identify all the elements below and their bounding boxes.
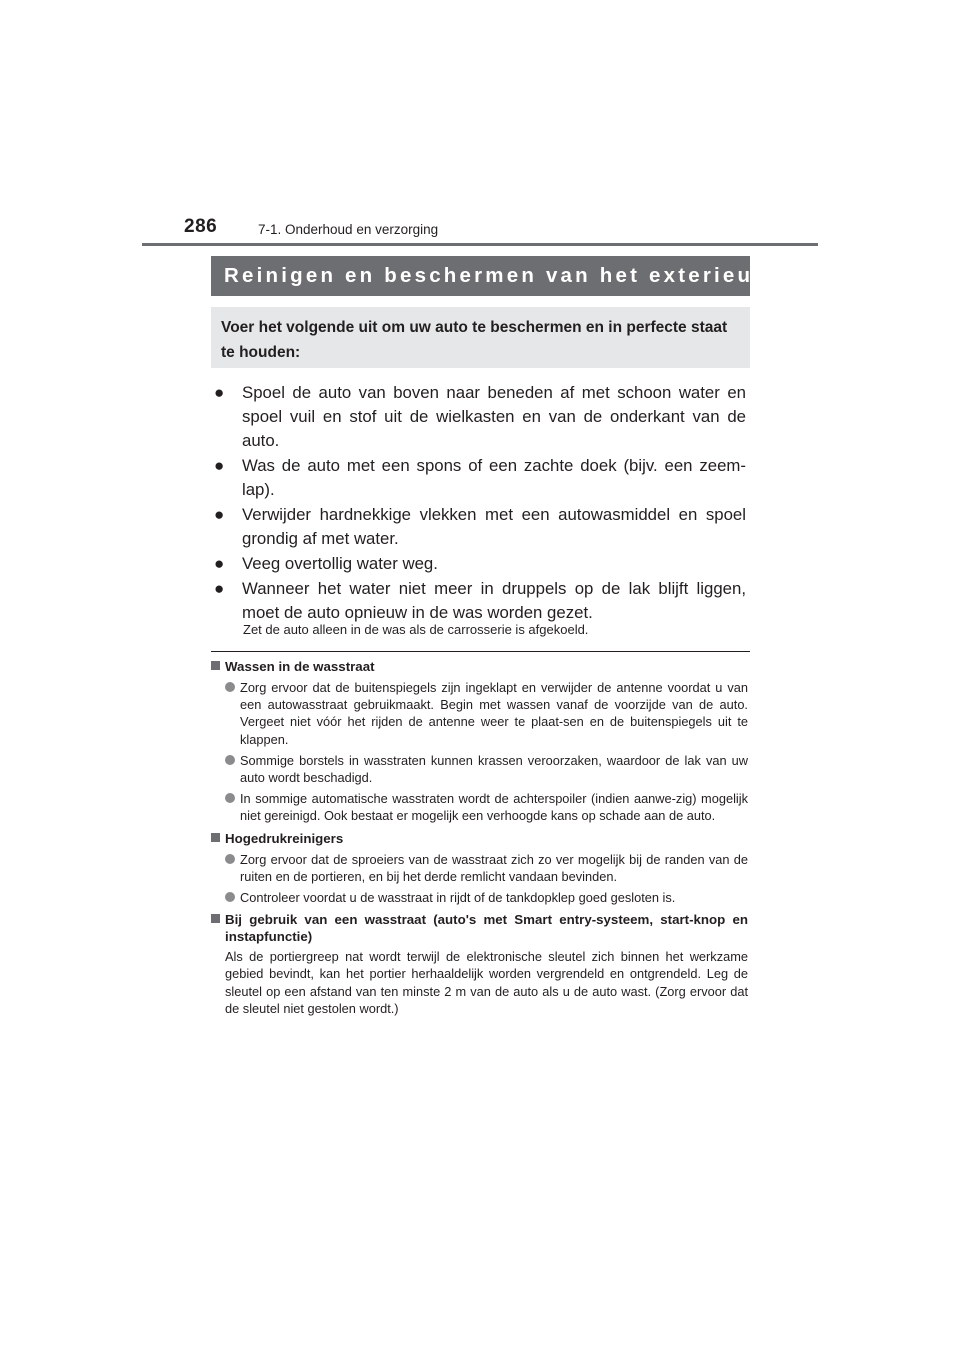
note-heading-pressure xyxy=(211,830,748,847)
note-item-text: Zorg ervoor dat de buitenspiegels zijn ingeklapt en verwijder de antenne voordat u van een autowasstraat gebruikmaakt. Begin met wassen vanaf de voorzijde van de auto. Vergeet niet vóór het rijden de antenne weer te plaat-sen en de buitenspiegels uit te klappen. xyxy=(240,680,748,747)
note-item xyxy=(211,889,748,906)
list-item xyxy=(211,454,746,502)
dot-bullet-icon xyxy=(225,755,235,765)
bullet-icon: ● xyxy=(214,455,225,475)
bullet-icon: ● xyxy=(214,383,225,402)
note-item xyxy=(211,679,748,748)
dot-bullet-icon xyxy=(225,682,235,692)
list-item-text: Verwijder hardnekkige vlekken met een autowasmiddel en spoel grondig af met water. xyxy=(242,504,746,548)
square-bullet-icon xyxy=(211,914,220,923)
note-item-text: Controleer voordat u de wasstraat in rijdt of de tankdopklep goed gesloten is. xyxy=(240,890,676,906)
list-item xyxy=(211,381,746,452)
square-bullet-icon xyxy=(211,661,220,670)
note-item-text: Sommige borstels in wasstraten kunnen krassen veroorzaken, waardoor de lak van uw auto wordt beschadigd. xyxy=(240,752,748,786)
square-bullet-icon xyxy=(211,833,220,842)
note-heading-smart-entry xyxy=(211,911,748,945)
list-item-text: Veeg overtollig water weg. xyxy=(242,554,438,574)
list-item xyxy=(211,503,746,551)
list-item-text: Wanneer het water niet meer in druppels op de lak blijft liggen, moet de auto opnieuw in de was worden gezet. xyxy=(242,579,746,623)
section-title-bar: Reinigen en beschermen van het exterieur xyxy=(211,256,750,296)
bullet-icon: ● xyxy=(214,504,225,524)
note-item xyxy=(211,752,748,786)
note-heading-text: Wassen in de wasstraat xyxy=(225,659,375,674)
intro-box xyxy=(211,307,750,368)
note-item-text: In sommige automatische wasstraten wordt de achterspoiler (indien aanwe-zig) mogelijk niet gereinigd. Ook bestaat er mogelijk een verhoogde kans op schade aan de auto. xyxy=(240,791,748,824)
note-item-text: Zorg ervoor dat de sproeiers van de wasstraat zich zo ver mogelijk bij de randen van de ruiten en de portieren, en bij het derde remlicht vandaan bevinden. xyxy=(240,851,748,884)
note-heading-text: Hogedrukreinigers xyxy=(225,830,344,846)
note-item xyxy=(211,790,748,824)
note-paragraph: Als de portiergreep nat wordt terwijl de elektronische sleutel zich binnen het werkzame gebied bevindt, kan het portier herhaaldelijk worden vergrendeld en ontgrendeld. Leg de sleutel op een afstand van ten minste 2 m van de auto als u de auto wast. (Zorg ervoor dat de sleutel niet gestolen wordt.) xyxy=(225,949,748,1016)
note-item xyxy=(211,851,748,885)
dot-bullet-icon xyxy=(225,854,235,864)
bullet-icon: ● xyxy=(214,554,225,574)
main-list xyxy=(211,381,746,626)
dot-bullet-icon xyxy=(225,892,235,902)
section-rule xyxy=(211,651,750,652)
note-heading-car-wash xyxy=(211,658,748,675)
chapter-title: 7-1. Onderhoud en verzorging xyxy=(258,222,439,237)
main-note: Zet de auto alleen in de was als de carrosserie is afgekoeld. xyxy=(243,622,589,637)
dot-bullet-icon xyxy=(225,793,235,803)
list-item-text: Was de auto met een spons of een zachte doek (bijv. een zeem-lap). xyxy=(242,455,746,499)
list-item xyxy=(211,577,746,625)
header-rule xyxy=(142,243,818,246)
list-item xyxy=(211,552,746,576)
note-heading-text: Bij gebruik van een wasstraat (auto's met Smart entry-systeem, start-knop en instapfunctie) xyxy=(225,912,748,945)
list-item-text: Spoel de auto van boven naar beneden af met schoon water en spoel vuil en stof uit de wielkasten en van de onderkant van de auto. xyxy=(242,383,746,450)
page-number: 286 xyxy=(184,216,218,237)
intro-text: Voer het volgende uit om uw auto te beschermen en in perfecte staat te houden: xyxy=(221,319,728,361)
notes xyxy=(211,658,748,1017)
bullet-icon: ● xyxy=(214,579,225,599)
